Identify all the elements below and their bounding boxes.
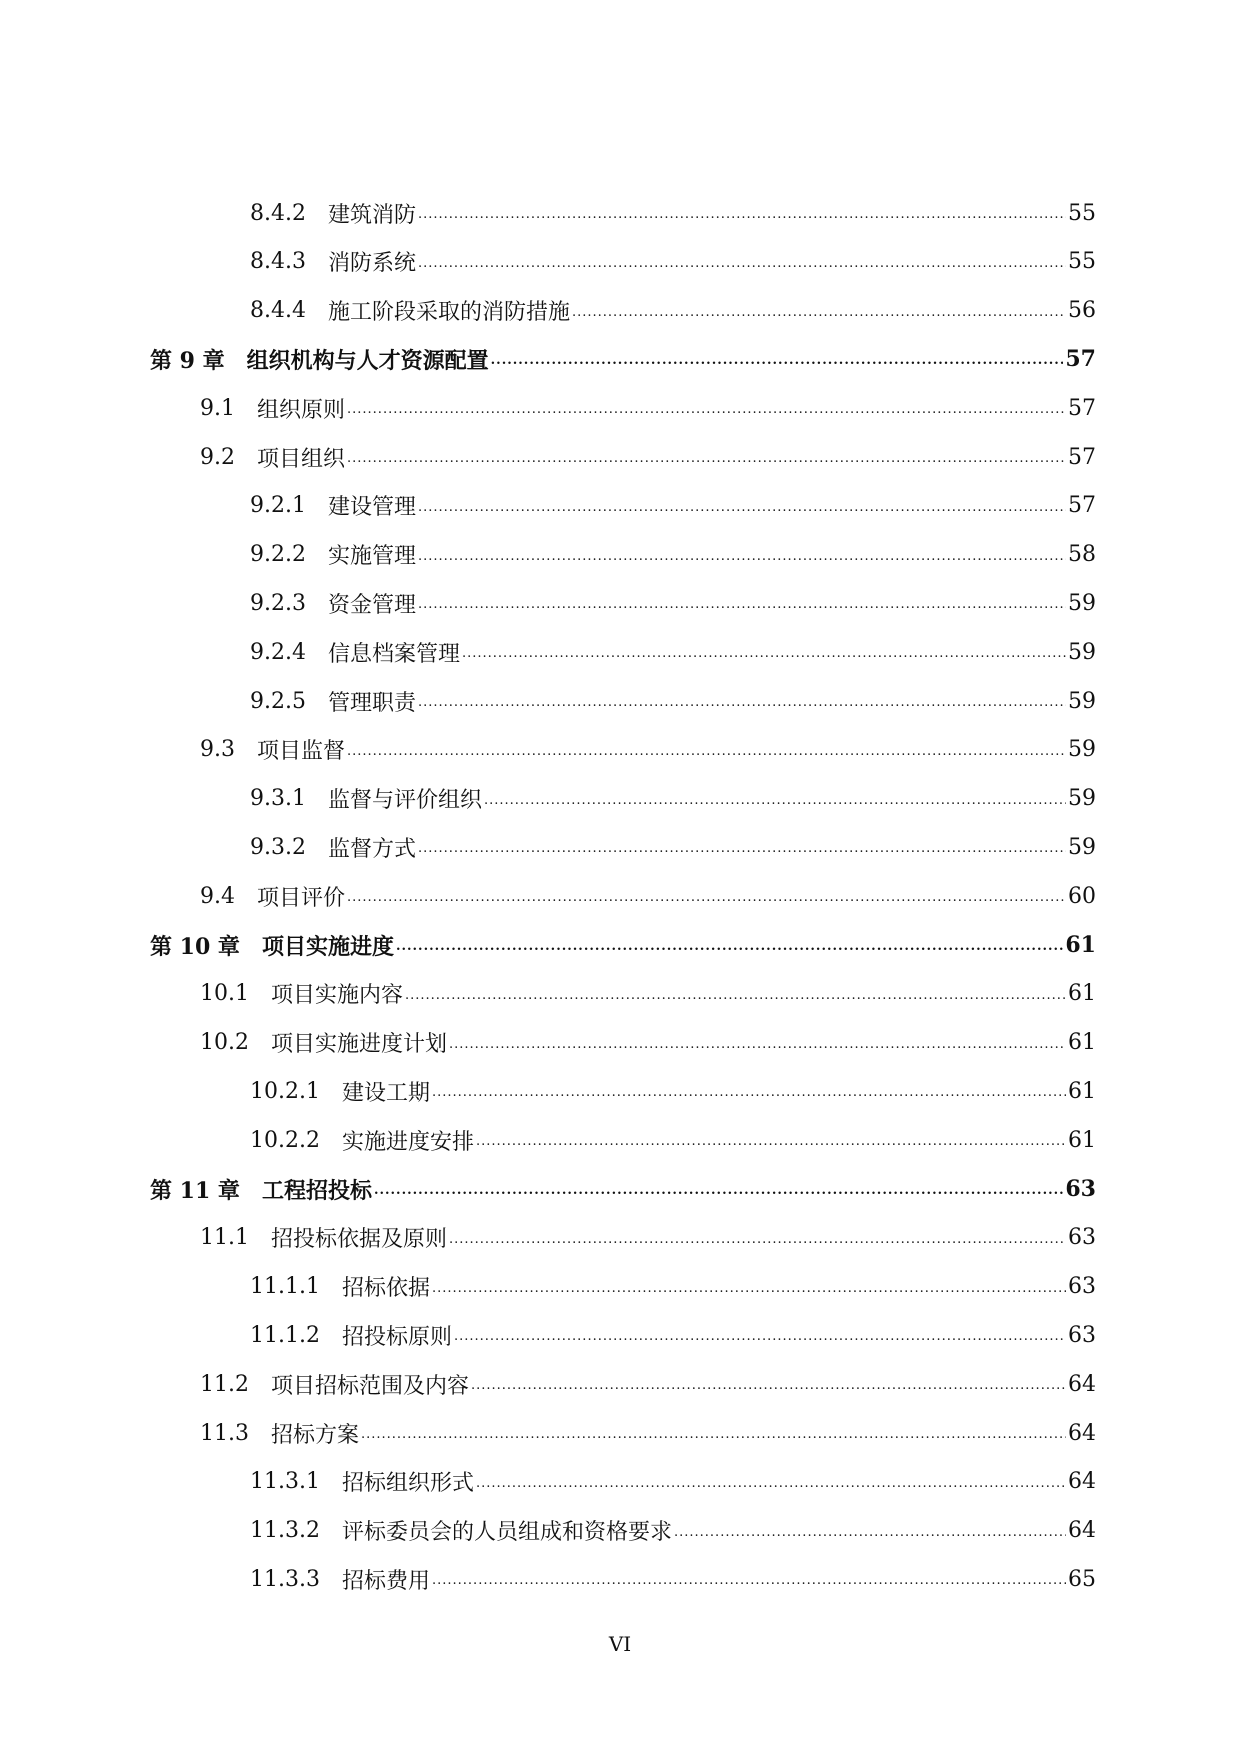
toc-entry-number: 11.3 bbox=[200, 1420, 249, 1446]
toc-entry-title: 监督与评价组织 bbox=[327, 788, 482, 814]
toc-entry[interactable] bbox=[0, 293, 1240, 329]
toc-entry[interactable] bbox=[0, 1122, 1240, 1158]
toc-entry-page: 57 bbox=[1065, 346, 1096, 373]
dot-leader bbox=[449, 1037, 1066, 1061]
dot-leader bbox=[449, 1232, 1066, 1256]
dot-leader bbox=[361, 1427, 1066, 1451]
toc-entry[interactable] bbox=[0, 1513, 1240, 1549]
dot-leader bbox=[471, 1378, 1066, 1402]
dot-leader bbox=[432, 1085, 1066, 1109]
toc-entry-title: 建筑消防 bbox=[327, 202, 416, 228]
toc-entry[interactable] bbox=[0, 976, 1240, 1012]
toc-entry-page: 56 bbox=[1068, 298, 1096, 324]
toc-entry-title: 项目组织 bbox=[257, 446, 346, 472]
toc-entry[interactable] bbox=[0, 634, 1240, 670]
dot-leader bbox=[418, 500, 1066, 524]
toc-entry-number: 10.2.2 bbox=[250, 1127, 320, 1153]
toc-entry-page: 59 bbox=[1068, 688, 1096, 714]
toc-entry-page: 63 bbox=[1065, 1176, 1096, 1202]
toc-entry-number: 8.4.3 bbox=[250, 249, 306, 275]
toc-entry-page: 64 bbox=[1068, 1469, 1096, 1495]
toc-entry-title: 建设管理 bbox=[327, 495, 416, 521]
toc-entry[interactable] bbox=[0, 878, 1240, 914]
dot-leader bbox=[418, 256, 1066, 280]
toc-entry-page: 61 bbox=[1068, 1127, 1096, 1153]
toc-entry[interactable] bbox=[0, 732, 1240, 768]
toc-entry[interactable] bbox=[0, 585, 1240, 621]
toc-entry[interactable] bbox=[0, 781, 1240, 817]
toc-entry-page: 61 bbox=[1068, 981, 1096, 1007]
toc-entry-title: 项目评价 bbox=[257, 885, 346, 911]
dot-leader bbox=[674, 1525, 1066, 1549]
toc-entry-number: 9.2.3 bbox=[250, 590, 306, 616]
dot-leader bbox=[418, 695, 1066, 719]
toc-entry-number: 9.3 bbox=[200, 737, 235, 763]
toc-entry-title: 招标组织形式 bbox=[341, 1471, 474, 1497]
toc-entry-number: 8.4.2 bbox=[250, 200, 306, 226]
toc-entry[interactable] bbox=[0, 537, 1240, 573]
toc-entry-page: 55 bbox=[1068, 249, 1096, 275]
toc-entry[interactable] bbox=[0, 829, 1240, 865]
toc-entry-title: 项目实施进度 bbox=[261, 933, 394, 960]
dot-leader bbox=[476, 1476, 1066, 1500]
dot-leader bbox=[476, 1134, 1066, 1158]
toc-entry[interactable] bbox=[0, 683, 1240, 719]
dot-leader bbox=[418, 597, 1066, 621]
dot-leader bbox=[432, 1573, 1066, 1597]
toc-entry-page: 58 bbox=[1068, 542, 1096, 568]
toc-entry-title: 招投标依据及原则 bbox=[270, 1227, 447, 1253]
toc-entry-number: 9.3.2 bbox=[250, 834, 306, 860]
toc-entry-title: 招投标原则 bbox=[341, 1324, 452, 1350]
toc-entry-number: 第 10 章 bbox=[150, 933, 240, 960]
toc-entry-title: 消防系统 bbox=[327, 251, 416, 277]
toc-entry-page: 55 bbox=[1068, 200, 1096, 226]
dot-leader bbox=[432, 1281, 1066, 1305]
toc-entry-title: 资金管理 bbox=[327, 592, 416, 618]
toc-entry-number: 9.2.5 bbox=[250, 688, 306, 714]
dot-leader bbox=[454, 1329, 1066, 1353]
toc-entry-number: 9.4 bbox=[200, 883, 235, 909]
toc-entry[interactable] bbox=[0, 927, 1240, 963]
toc-entry-page: 57 bbox=[1068, 444, 1096, 470]
dot-leader bbox=[347, 451, 1066, 475]
toc-entry-number: 11.1.1 bbox=[250, 1274, 320, 1300]
toc-entry-page: 61 bbox=[1068, 1078, 1096, 1104]
toc-entry-title: 组织机构与人才资源配置 bbox=[246, 347, 489, 374]
toc-entry-title: 评标委员会的人员组成和资格要求 bbox=[341, 1520, 672, 1546]
toc-entry-page: 63 bbox=[1068, 1322, 1096, 1348]
toc-entry-title: 管理职责 bbox=[327, 690, 416, 716]
toc-entry-page: 57 bbox=[1068, 395, 1096, 421]
toc-entry-title: 招标费用 bbox=[341, 1568, 430, 1594]
toc-entry-number: 11.3.3 bbox=[250, 1566, 320, 1592]
dot-leader bbox=[418, 841, 1066, 865]
toc-entry[interactable] bbox=[0, 1025, 1240, 1061]
dot-leader bbox=[572, 305, 1066, 329]
toc-entry-number: 9.2 bbox=[200, 444, 235, 470]
toc-entry[interactable] bbox=[0, 1171, 1240, 1207]
toc-entry-title: 项目监督 bbox=[257, 739, 346, 765]
toc-entry[interactable] bbox=[0, 195, 1240, 231]
toc-entry-title: 实施管理 bbox=[327, 544, 416, 570]
toc-entry-number: 11.3.2 bbox=[250, 1518, 320, 1544]
toc-entry-number: 10.2.1 bbox=[250, 1078, 320, 1104]
dot-leader bbox=[491, 353, 1064, 377]
toc-entry-title: 建设工期 bbox=[341, 1080, 430, 1106]
toc-entry[interactable] bbox=[0, 1073, 1240, 1109]
toc-entry-number: 11.1 bbox=[200, 1225, 249, 1251]
toc-entry-page: 59 bbox=[1068, 737, 1096, 763]
dot-leader bbox=[374, 1183, 1063, 1207]
toc-entry-title: 项目实施内容 bbox=[270, 983, 403, 1009]
toc-entry-page: 59 bbox=[1068, 834, 1096, 860]
toc-entry-page: 63 bbox=[1068, 1274, 1096, 1300]
toc-entry-page: 59 bbox=[1068, 639, 1096, 665]
toc-entry-page: 61 bbox=[1068, 1030, 1096, 1056]
toc-entry-title: 工程招投标 bbox=[261, 1177, 372, 1204]
toc-entry-title: 组织原则 bbox=[257, 397, 346, 423]
dot-leader bbox=[484, 793, 1066, 817]
toc-entry[interactable] bbox=[0, 341, 1240, 377]
dot-leader bbox=[396, 939, 1063, 963]
toc-entry-title: 信息档案管理 bbox=[327, 641, 460, 667]
toc-entry-page: 59 bbox=[1068, 786, 1096, 812]
toc-entry-number: 10.2 bbox=[200, 1030, 249, 1056]
toc-entry-title: 施工阶段采取的消防措施 bbox=[327, 300, 570, 326]
toc-entry[interactable] bbox=[0, 1561, 1240, 1597]
toc-entry-page: 64 bbox=[1068, 1371, 1096, 1397]
page-number-footer: VI bbox=[608, 1632, 632, 1656]
toc-entry-title: 招标方案 bbox=[270, 1422, 359, 1448]
toc-entry-page: 60 bbox=[1068, 883, 1096, 909]
dot-leader bbox=[418, 207, 1066, 231]
toc-entry-page: 59 bbox=[1068, 590, 1096, 616]
toc-entry-number: 第 11 章 bbox=[150, 1177, 240, 1204]
toc-entry-title: 招标依据 bbox=[341, 1276, 430, 1302]
toc-entry-number: 9.2.1 bbox=[250, 493, 306, 519]
toc-entry-title: 项目招标范围及内容 bbox=[270, 1373, 469, 1399]
toc-entry-page: 65 bbox=[1068, 1566, 1096, 1592]
dot-leader bbox=[405, 988, 1066, 1012]
toc-entry-title: 项目实施进度计划 bbox=[270, 1032, 447, 1058]
toc-entry-number: 第 9 章 bbox=[150, 347, 225, 374]
toc-entry[interactable] bbox=[0, 1464, 1240, 1500]
toc-entry[interactable] bbox=[0, 1220, 1240, 1256]
toc-entry[interactable] bbox=[0, 1269, 1240, 1305]
toc-entry-page: 64 bbox=[1068, 1420, 1096, 1446]
toc-entry-number: 11.3.1 bbox=[250, 1469, 320, 1495]
toc-entry[interactable] bbox=[0, 488, 1240, 524]
toc-entry-number: 9.2.2 bbox=[250, 542, 306, 568]
toc-entry[interactable] bbox=[0, 1317, 1240, 1353]
toc-entry[interactable] bbox=[0, 1415, 1240, 1451]
dot-leader bbox=[418, 549, 1066, 573]
toc-entry-number: 8.4.4 bbox=[250, 298, 306, 324]
dot-leader bbox=[347, 744, 1066, 768]
toc-entry[interactable] bbox=[0, 1366, 1240, 1402]
toc-entry[interactable] bbox=[0, 244, 1240, 280]
toc-entry-title: 实施进度安排 bbox=[341, 1129, 474, 1155]
toc-entry-page: 61 bbox=[1065, 932, 1096, 958]
toc-entry-title: 监督方式 bbox=[327, 836, 416, 862]
toc-entry[interactable] bbox=[0, 439, 1240, 475]
toc-entry-page: 64 bbox=[1068, 1518, 1096, 1544]
toc-entry-number: 10.1 bbox=[200, 981, 249, 1007]
toc-entry-page: 57 bbox=[1068, 493, 1096, 519]
dot-leader bbox=[347, 890, 1066, 914]
toc-entry-number: 11.1.2 bbox=[250, 1322, 320, 1348]
toc-entry-page: 63 bbox=[1068, 1225, 1096, 1251]
dot-leader bbox=[462, 646, 1066, 670]
toc-entry-number: 9.3.1 bbox=[250, 786, 306, 812]
toc-entry-number: 9.2.4 bbox=[250, 639, 306, 665]
toc-entry[interactable] bbox=[0, 390, 1240, 426]
toc-entry-number: 9.1 bbox=[200, 395, 235, 421]
toc-entry-number: 11.2 bbox=[200, 1371, 249, 1397]
dot-leader bbox=[347, 402, 1066, 426]
